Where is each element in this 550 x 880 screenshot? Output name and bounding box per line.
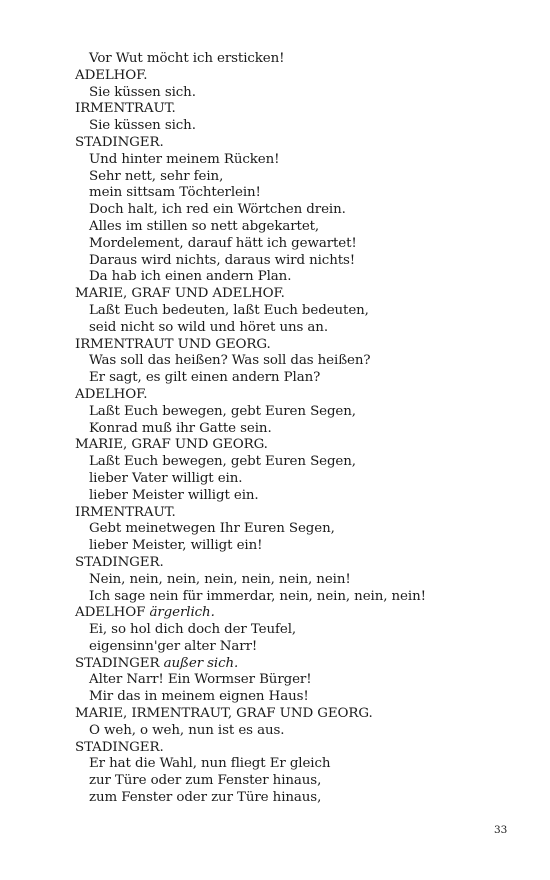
speech-line: eigensinn'ger alter Narr! xyxy=(89,638,258,654)
speaker-line xyxy=(75,555,535,572)
speaker-name: ADELHOF xyxy=(75,605,146,621)
speech-line: Laßt Euch bewegen, gebt Euren Segen, xyxy=(89,403,356,419)
speech-line: O weh, o weh, nun ist es aus. xyxy=(89,722,285,738)
speaker-name: IRMENTRAUT. xyxy=(75,504,176,520)
speech-line: Er hat die Wahl, nun fliegt Er gleich xyxy=(89,756,331,772)
speaker-name: ADELHOF. xyxy=(75,67,148,83)
speech-line: Gebt meinetwegen Ihr Euren Segen, xyxy=(89,521,335,537)
speaker-name: STADINGER xyxy=(75,655,160,671)
speaker-line xyxy=(75,68,535,85)
speech-line: Nein, nein, nein, nein, nein, nein, nein! xyxy=(89,571,351,587)
speech-line: Er sagt, es gilt einen andern Plan? xyxy=(89,370,321,386)
speaker-name: MARIE, GRAF UND ADELHOF. xyxy=(75,286,285,302)
speech-line: Ei, so hol dich doch der Teufel, xyxy=(89,622,297,638)
speech-line: Alter Narr! Ein Wormser Bürger! xyxy=(89,672,312,688)
speaker-line xyxy=(75,387,535,404)
speech-line: Was soll das heißen? Was soll das heißen? xyxy=(89,353,371,369)
speaker-line xyxy=(75,656,535,673)
libretto-text xyxy=(75,51,535,807)
speaker-name: IRMENTRAUT. xyxy=(75,101,176,117)
speech-line: Konrad muß ihr Gatte sein. xyxy=(89,420,272,436)
speech-line: lieber Vater willigt ein. xyxy=(89,470,243,486)
speech-line: Alles im stillen so nett abgekartet, xyxy=(89,218,320,234)
speech-line: Ich sage nein für immerdar, nein, nein, nein, nein! xyxy=(89,588,426,604)
speech-line: Da hab ich einen andern Plan. xyxy=(89,269,292,285)
speaker-name: STADINGER. xyxy=(75,739,164,755)
speaker-line xyxy=(75,505,535,522)
speaker-line xyxy=(75,740,535,757)
speaker-line xyxy=(75,135,535,152)
speech-line: seid nicht so wild und höret uns an. xyxy=(89,319,328,335)
speaker-name: IRMENTRAUT UND GEORG. xyxy=(75,336,271,352)
speech-line: Mordelement, darauf hätt ich gewartet! xyxy=(89,235,357,251)
stage-direction: außer sich. xyxy=(163,655,239,671)
speech-line: Sehr nett, sehr fein, xyxy=(89,168,224,184)
speaker-name: STADINGER. xyxy=(75,134,164,150)
speech-line: zum Fenster oder zur Türe hinaus, xyxy=(89,790,322,806)
stage-direction: ärgerlich. xyxy=(149,605,215,621)
speaker-line xyxy=(75,337,535,354)
speech-line: Und hinter meinem Rücken! xyxy=(89,151,280,167)
speech-line: Mir das in meinem eignen Haus! xyxy=(89,689,309,705)
speaker-line xyxy=(75,286,535,303)
speech-line: zur Türe oder zum Fenster hinaus, xyxy=(89,773,322,789)
speech-line: lieber Meister willigt ein. xyxy=(89,487,259,503)
speech-line: Sie küssen sich. xyxy=(89,118,196,134)
speech-line: Sie küssen sich. xyxy=(89,84,196,100)
speaker-name: ADELHOF. xyxy=(75,386,148,402)
speech-line: Doch halt, ich red ein Wörtchen drein. xyxy=(89,202,346,218)
speech-line: mein sittsam Töchterlein! xyxy=(89,185,261,201)
speaker-line xyxy=(75,605,535,622)
page-number: 33 xyxy=(494,824,508,836)
speech-line: lieber Meister, willigt ein! xyxy=(89,538,263,554)
speaker-name: STADINGER. xyxy=(75,554,164,570)
speaker-name: MARIE, IRMENTRAUT, GRAF UND GEORG. xyxy=(75,706,373,722)
speech-line: Laßt Euch bewegen, gebt Euren Segen, xyxy=(89,454,356,470)
speech-line: Laßt Euch bedeuten, laßt Euch bedeuten, xyxy=(89,302,369,318)
speaker-line xyxy=(75,101,535,118)
speech-line: Vor Wut möcht ich ersticken! xyxy=(89,51,285,66)
speaker-name: MARIE, GRAF UND GEORG. xyxy=(75,437,268,453)
speaker-line xyxy=(75,706,535,723)
speech-line: Daraus wird nichts, daraus wird nichts! xyxy=(89,252,356,268)
speaker-line xyxy=(75,437,535,454)
